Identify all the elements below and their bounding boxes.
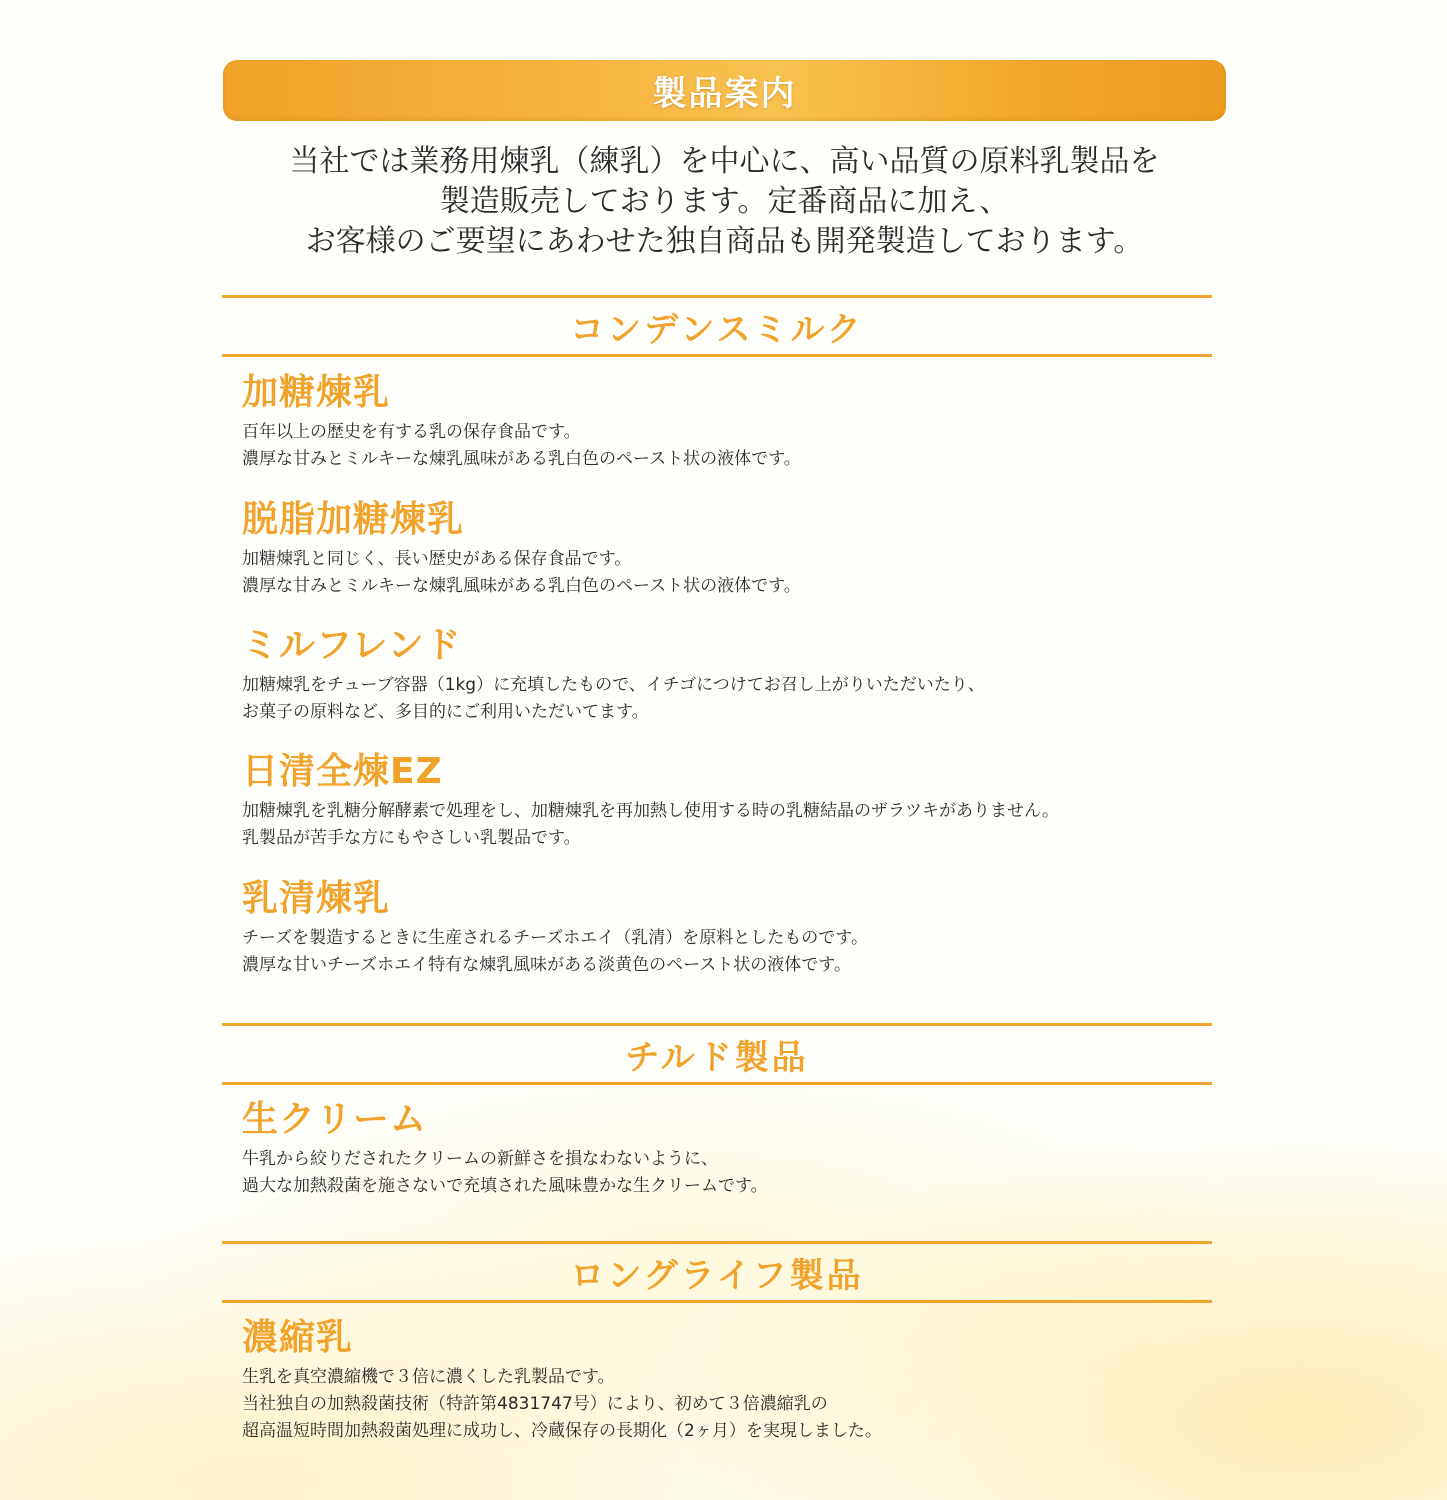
- description-line: 加糖煉乳をチューブ容器（1kg）に充填したもので、イチゴにつけてお召し上がりいただいたり、: [242, 675, 985, 695]
- description-line: 当社独自の加熱殺菌技術（特許第4831747号）により、初めて３倍濃縮乳の: [242, 1394, 828, 1414]
- description-line: 濃厚な甘みとミルキーな煉乳風味がある乳白色のペースト状の液体です。: [242, 576, 801, 596]
- section-header-chilled-products: [222, 1023, 1212, 1085]
- intro-line: お客様のご要望にあわせた独自商品も開発製造しております。: [305, 224, 1144, 259]
- description-line: 乳製品が苦手な方にもやさしい乳製品です。: [242, 828, 581, 848]
- page-title: 製品案内: [652, 74, 797, 114]
- description-line: 百年以上の歴史を有する乳の保存食品です。: [242, 422, 581, 442]
- description-line: 加糖煉乳を乳糖分解酵素で処理をし、加糖煉乳を再加熱し使用する時の乳糖結晶のザラツキがありません。: [242, 801, 1060, 821]
- product-fresh-cream: [242, 1098, 1202, 1200]
- description-line: 濃厚な甘みとミルキーな煉乳風味がある乳白色のペースト状の液体です。: [242, 449, 801, 469]
- product-name: 生クリーム: [242, 1099, 428, 1140]
- description-line: 生乳を真空濃縮機で３倍に濃くした乳製品です。: [242, 1367, 615, 1387]
- section-title: コンデンスミルク: [570, 309, 864, 350]
- description-line: 超高温短時間加熱殺菌処理に成功し、冷蔵保存の長期化（2ヶ月）を実現しました。: [242, 1421, 882, 1441]
- section-title: ロングライフ製品: [570, 1255, 864, 1296]
- product-name: 乳清煉乳: [242, 878, 391, 919]
- product-milfriend: [242, 624, 1202, 726]
- product-nisshin-zenren-ez: [242, 750, 1202, 852]
- product-description: [242, 419, 1202, 473]
- intro-text: [223, 142, 1226, 262]
- product-sweetened-condensed-milk: [242, 371, 1202, 473]
- product-whey-condensed-milk: [242, 877, 1202, 979]
- description-line: 牛乳から絞りだされたクリームの新鮮さを損なわないように、: [242, 1149, 718, 1169]
- product-description: [242, 672, 1202, 726]
- product-description: [242, 1364, 1202, 1445]
- description-line: 過大な加熱殺菌を施さないで充填された風味豊かな生クリームです。: [242, 1176, 768, 1196]
- product-name: ミルフレンド: [242, 625, 462, 666]
- intro-line: 当社では業務用煉乳（練乳）を中心に、高い品質の原料乳製品を: [289, 144, 1160, 179]
- product-skim-condensed-milk: [242, 498, 1202, 600]
- product-description: [242, 546, 1202, 600]
- header-banner: [223, 60, 1226, 121]
- description-line: チーズを製造するときに生産されるチーズホエイ（乳清）を原料としたものです。: [242, 928, 868, 948]
- description-line: 加糖煉乳と同じく、長い歴史がある保存食品です。: [242, 549, 632, 569]
- section-header-long-life-products: [222, 1241, 1212, 1303]
- product-name: 濃縮乳: [242, 1317, 354, 1358]
- description-line: お菓子の原料など、多目的にご利用いただいてます。: [242, 702, 649, 722]
- product-name: 脱脂加糖煉乳: [242, 499, 465, 540]
- product-name: 日清全煉EZ: [242, 751, 443, 792]
- product-concentrated-milk: [242, 1316, 1202, 1445]
- product-description: [242, 1146, 1202, 1200]
- product-description: [242, 798, 1202, 852]
- section-header-condensed-milk: [222, 295, 1212, 357]
- section-title: チルド製品: [625, 1037, 809, 1078]
- product-name: 加糖煉乳: [242, 372, 391, 413]
- product-description: [242, 925, 1202, 979]
- description-line: 濃厚な甘いチーズホエイ特有な煉乳風味がある淡黄色のペースト状の液体です。: [242, 955, 851, 975]
- intro-line: 製造販売しております。定番商品に加え、: [439, 184, 1010, 219]
